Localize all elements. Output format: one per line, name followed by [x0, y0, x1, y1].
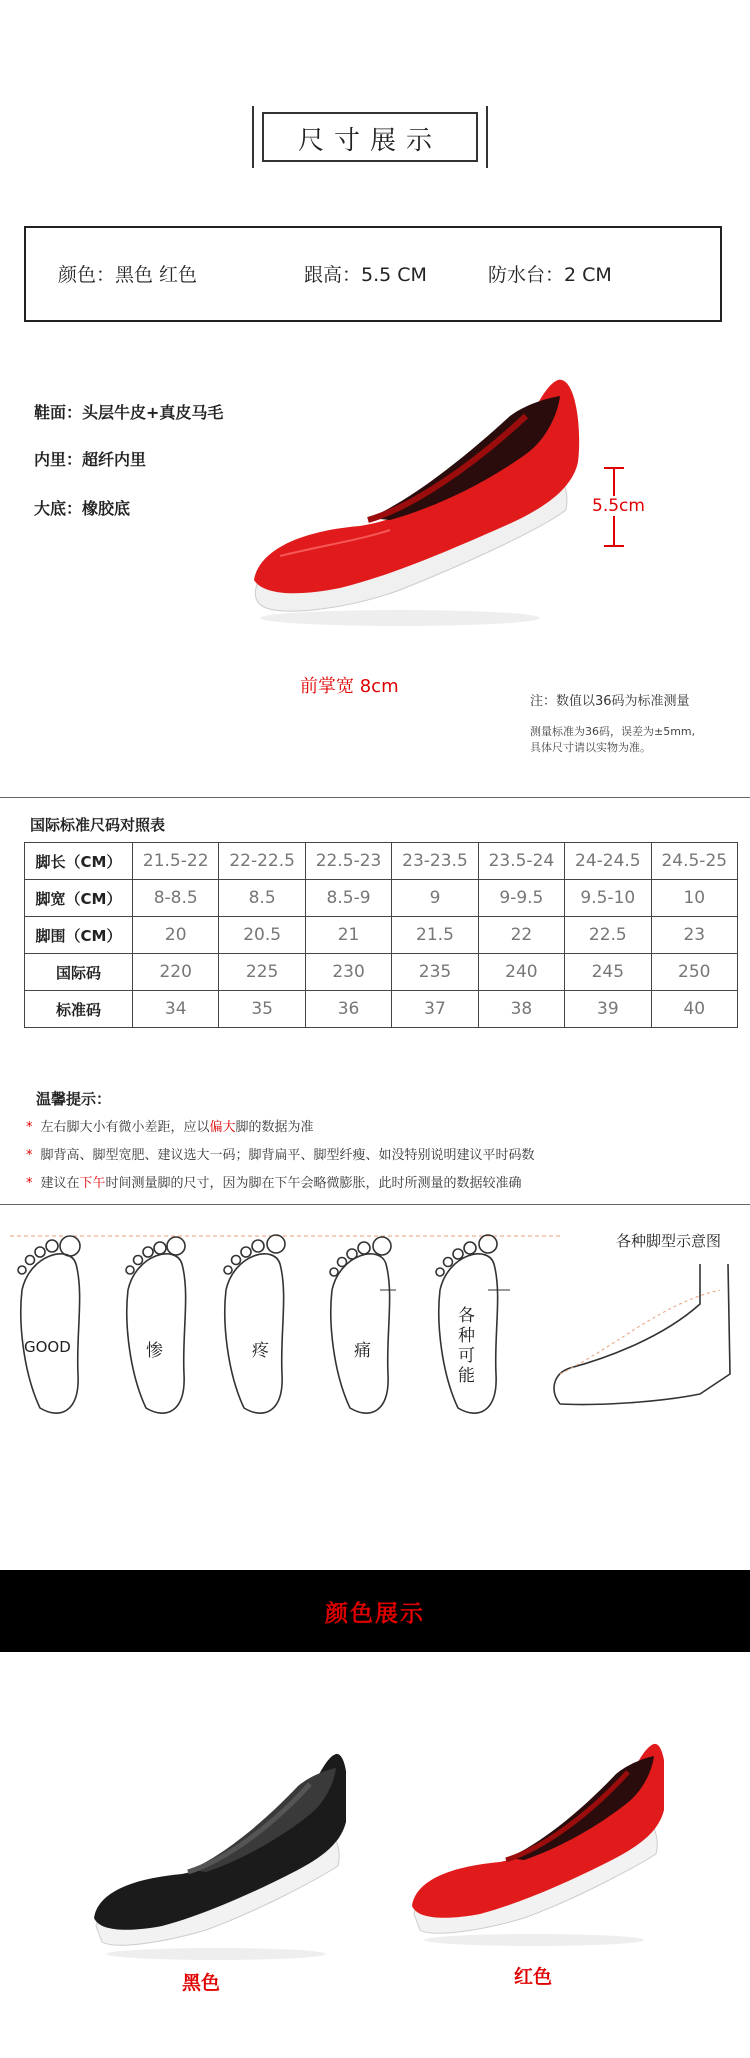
tip-3: * 建议在下午时间测量脚的尺寸，因为脚在下午会略微膨胀，此时所测量的数据较准确: [26, 1176, 522, 1191]
red-caption: 红色: [514, 1966, 553, 1988]
measure-subnote: [530, 724, 695, 756]
heel-height-label: 5.5cm: [592, 496, 645, 516]
row-header: 国际码: [25, 954, 133, 991]
table-cell: 40: [651, 991, 737, 1028]
color-showcase-title: 颜色展示: [325, 1601, 425, 1627]
foot-label-3: 疼: [252, 1341, 269, 1361]
foot-label-4: 痛: [354, 1341, 371, 1361]
row-header: 脚围（CM）: [25, 917, 133, 954]
size-table: [24, 842, 738, 1028]
table-cell: 220: [133, 954, 219, 991]
color-showcase-band: [0, 1570, 750, 1652]
table-row: [25, 991, 738, 1028]
table-cell: 250: [651, 954, 737, 991]
table-cell: 38: [478, 991, 564, 1028]
table-cell: 23.5-24: [478, 843, 564, 880]
page-title: 尺寸展示: [297, 126, 442, 156]
table-row: [25, 880, 738, 917]
table-cell: 9.5-10: [565, 880, 651, 917]
table-cell: 9: [392, 880, 478, 917]
row-header: 标准码: [25, 991, 133, 1028]
forefoot-width-label: 前掌宽 8cm: [300, 676, 399, 697]
black-caption: 黑色: [182, 1972, 221, 1994]
foot-types-title: 各种脚型示意图: [616, 1232, 722, 1250]
table-cell: 20: [133, 917, 219, 954]
spec-heel: 跟高：5.5 CM: [304, 264, 427, 286]
table-row: [25, 954, 738, 991]
table-cell: 9-9.5: [478, 880, 564, 917]
table-cell: 8.5-9: [305, 880, 391, 917]
table-cell: 22.5-23: [305, 843, 391, 880]
table-cell: 8-8.5: [133, 880, 219, 917]
table-cell: 10: [651, 880, 737, 917]
measure-note: 注：数值以36码为标准测量: [530, 694, 690, 709]
table-cell: 225: [219, 954, 305, 991]
size-table-title: 国际标准尺码对照表: [30, 816, 166, 834]
table-cell: 35: [219, 991, 305, 1028]
tip-2: * 脚背高、脚型宽肥、建议选大一码；脚背扁平、脚型纤瘦、如没特别说明建议平时码数: [26, 1148, 535, 1163]
table-cell: 22.5: [565, 917, 651, 954]
material-lining: 内里：超纤内里: [34, 450, 147, 469]
table-cell: 36: [305, 991, 391, 1028]
table-cell: 20.5: [219, 917, 305, 954]
black-shoe-image: [86, 1746, 346, 1966]
table-cell: 21: [305, 917, 391, 954]
divider: [0, 797, 750, 798]
foot-label-5: 各 种 可 能: [458, 1306, 475, 1386]
table-row: [25, 843, 738, 880]
table-cell: 22: [478, 917, 564, 954]
table-cell: 240: [478, 954, 564, 991]
table-cell: 24-24.5: [565, 843, 651, 880]
foot-label-2: 惨: [146, 1341, 163, 1361]
row-header: 脚宽（CM）: [25, 880, 133, 917]
table-cell: 230: [305, 954, 391, 991]
tips-title: 温馨提示：: [36, 1090, 112, 1108]
red-shoe-image: [240, 370, 590, 640]
red-shoe-small-image: [404, 1742, 664, 1952]
table-cell: 23: [651, 917, 737, 954]
table-row: [25, 917, 738, 954]
foot-label-good: GOOD: [24, 1338, 71, 1356]
tip-1: * 左右脚大小有微小差距，应以偏大脚的数据为准: [26, 1120, 314, 1135]
material-sole: 大底：橡胶底: [34, 499, 131, 518]
divider: [0, 1204, 750, 1205]
table-cell: 21.5: [392, 917, 478, 954]
spec-color: 颜色：黑色 红色: [58, 264, 198, 286]
measure-subnote-line1: 测量标准为36码，误差为±5mm,: [530, 725, 696, 738]
table-cell: 245: [565, 954, 651, 991]
table-cell: 37: [392, 991, 478, 1028]
title-frame: [252, 106, 488, 168]
table-cell: 39: [565, 991, 651, 1028]
table-cell: 34: [133, 991, 219, 1028]
measure-subnote-line2: 具体尺寸请以实物为准。: [530, 741, 651, 754]
table-cell: 24.5-25: [651, 843, 737, 880]
table-cell: 21.5-22: [133, 843, 219, 880]
table-cell: 22-22.5: [219, 843, 305, 880]
row-header: 脚长（CM）: [25, 843, 133, 880]
spec-bar: [24, 226, 722, 322]
spec-platform: 防水台：2 CM: [488, 264, 612, 286]
foot-diagrams: [0, 1224, 750, 1424]
material-upper: 鞋面：头层牛皮+真皮马毛: [34, 403, 224, 422]
table-cell: 235: [392, 954, 478, 991]
table-cell: 8.5: [219, 880, 305, 917]
table-cell: 23-23.5: [392, 843, 478, 880]
